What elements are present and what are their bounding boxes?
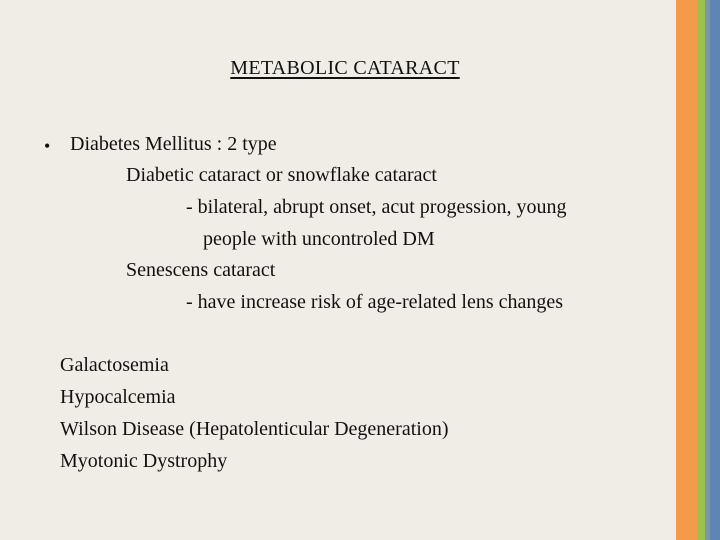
bullet-diabetes-mellitus: Diabetes Mellitus : 2 type <box>70 133 277 155</box>
cause-galactosemia: Galactosemia <box>60 354 169 376</box>
type-heading-senescens: Senescens cataract <box>126 259 276 281</box>
green-stripe <box>697 0 705 540</box>
decorative-side-stripes <box>676 0 720 540</box>
type-detail-diabetic-2: people with uncontroled DM <box>203 228 435 250</box>
orange-stripe <box>676 0 697 540</box>
type-detail-diabetic-1: - bilateral, abrupt onset, acut progession, young <box>186 196 567 218</box>
cause-wilson-disease: Wilson Disease (Hepatolenticular Degeneration) <box>60 418 449 440</box>
type-heading-diabetic: Diabetic cataract or snowflake cataract <box>126 164 437 186</box>
type-detail-senescens-1: - have increase risk of age-related lens changes <box>186 291 564 313</box>
cause-myotonic-dystrophy: Myotonic Dystrophy <box>60 450 228 472</box>
slide-title: METABOLIC CATARACT <box>230 57 460 79</box>
bullet-dot-icon: • <box>44 136 51 156</box>
blue-stripe <box>710 0 720 540</box>
cause-hypocalcemia: Hypocalcemia <box>60 386 176 408</box>
